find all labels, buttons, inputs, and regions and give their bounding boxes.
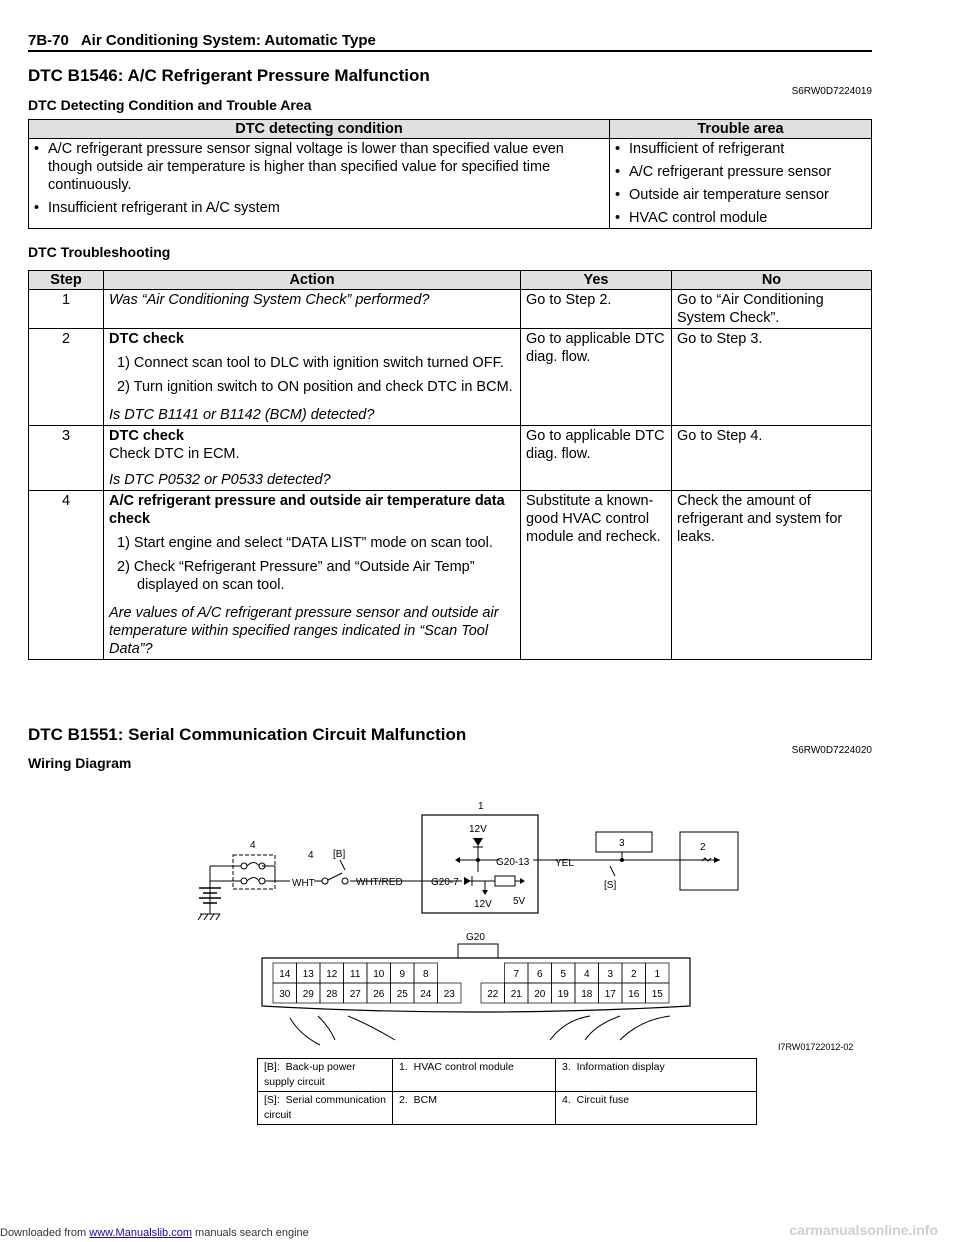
- detecting-condition-table: [28, 119, 872, 229]
- legend-cell: [556, 1059, 757, 1092]
- resistor-icon: [495, 876, 515, 886]
- legend-cell: [393, 1092, 556, 1125]
- step-no: Check the amount of refrigerant and system for leaks.: [672, 491, 872, 660]
- legend-key: 1.: [399, 1061, 408, 1073]
- label-1: 1: [478, 801, 484, 812]
- page-header: [28, 32, 376, 49]
- pin-label: 28: [326, 989, 338, 1000]
- step-yes: Substitute a known-good HVAC control module and recheck.: [521, 491, 672, 660]
- troubleshooting-table: [28, 270, 872, 660]
- step-no: Go to Step 3.: [672, 329, 872, 426]
- header-rule: [28, 50, 872, 52]
- legend-key: 4.: [562, 1094, 571, 1106]
- wire-wht: WHT: [292, 878, 315, 889]
- step-heading: A/C refrigerant pressure and outside air temperature data check: [109, 493, 505, 527]
- step-no: Go to “Air Conditioning System Check”.: [672, 290, 872, 329]
- pin-label: 3: [607, 969, 614, 980]
- label-S: [S]: [604, 880, 617, 891]
- step-item: 1) Connect scan tool to DLC with ignition switch turned OFF.: [117, 355, 504, 371]
- v5: 5V: [513, 896, 526, 907]
- figure-id: I7RW01722012-02: [778, 1042, 854, 1052]
- pin-label: 10: [373, 969, 385, 980]
- page-section-title: Air Conditioning System: Automatic Type: [80, 32, 376, 49]
- col-no: No: [672, 271, 872, 290]
- col-step: Step: [29, 271, 104, 290]
- wiring-diagram-subtitle: Wiring Diagram: [28, 755, 132, 771]
- legend-text: Back-up power supply circuit: [264, 1061, 356, 1088]
- step-question: Was “Air Conditioning System Check” performed?: [104, 290, 521, 329]
- step-number: 1: [29, 290, 104, 329]
- col-trouble-area: Trouble area: [610, 120, 872, 139]
- pin-label: 8: [422, 969, 429, 980]
- condition-item: • A/C refrigerant pressure sensor signal voltage is lower than specified value even though outside air temperature is higher than specified value for specified time continuously.: [34, 140, 604, 194]
- detecting-condition-subtitle: DTC Detecting Condition and Trouble Area: [28, 97, 312, 113]
- step-action: [104, 426, 521, 491]
- label-2: 2: [700, 842, 706, 853]
- dtc-b1546-code: S6RW0D7224019: [791, 86, 872, 97]
- pin-label: 23: [443, 989, 455, 1000]
- legend-cell: [556, 1092, 757, 1125]
- legend-text: Circuit fuse: [576, 1094, 630, 1106]
- pin-label: 16: [628, 989, 640, 1000]
- label-B: [B]: [333, 849, 346, 860]
- legend-key: 2.: [399, 1094, 408, 1106]
- table-row: [29, 329, 872, 426]
- step-item: 2) Turn ignition switch to ON position and check DTC in BCM.: [117, 379, 513, 395]
- connector-pins: [273, 963, 669, 1003]
- step-text: Check DTC in ECM.: [109, 446, 240, 462]
- step-yes: Go to applicable DTC diag. flow.: [521, 329, 672, 426]
- wire-wht-red: WHT/RED: [356, 877, 403, 888]
- legend-key: [S]:: [264, 1094, 280, 1106]
- step-yes: Go to applicable DTC diag. flow.: [521, 426, 672, 491]
- label-4b: 4: [308, 850, 314, 861]
- pin-label: 9: [399, 969, 406, 980]
- pin-label: 12: [326, 969, 338, 980]
- step-heading: DTC check: [109, 331, 184, 347]
- v12-top: 12V: [469, 824, 487, 835]
- areas-cell: [610, 139, 872, 229]
- diode-icon: [473, 838, 483, 846]
- pin-label: 18: [581, 989, 593, 1000]
- pin-label: 6: [536, 969, 543, 980]
- pin-label: 7: [513, 969, 520, 980]
- manualslib-link[interactable]: www.Manualslib.com: [89, 1227, 192, 1239]
- col-yes: Yes: [521, 271, 672, 290]
- pin-label: 26: [373, 989, 385, 1000]
- legend-row: [258, 1059, 757, 1092]
- table-row: [29, 290, 872, 329]
- col-condition: DTC detecting condition: [29, 120, 610, 139]
- legend-row: [258, 1092, 757, 1125]
- diagram-legend: [257, 1058, 757, 1125]
- step-question: Are values of A/C refrigerant pressure sensor and outside air temperature within specified ranges indicated in “Scan Tool Data”?: [109, 605, 499, 657]
- legend-cell: [258, 1059, 393, 1092]
- legend-key: [B]:: [264, 1061, 280, 1073]
- pin-label: 13: [302, 969, 314, 980]
- pin-label: 29: [302, 989, 314, 1000]
- footer-prefix: Downloaded from: [0, 1227, 90, 1239]
- pin-label: 27: [349, 989, 361, 1000]
- area-item: • Insufficient of refrigerant: [615, 140, 866, 158]
- connector-g20: [262, 958, 690, 1012]
- term-g20-13: G20-13: [496, 857, 530, 868]
- table-row: [29, 426, 872, 491]
- pin-label: 25: [396, 989, 408, 1000]
- download-footer: [0, 1227, 309, 1239]
- pin-label: 22: [487, 989, 499, 1000]
- page-number: 7B-70: [28, 32, 69, 49]
- condition-item: • Insufficient refrigerant in A/C system: [34, 199, 604, 217]
- pin-label: 30: [279, 989, 291, 1000]
- area-item: • HVAC control module: [615, 209, 866, 227]
- pin-label: 14: [279, 969, 291, 980]
- fuse-box: [233, 855, 275, 889]
- pin-label: 5: [560, 969, 567, 980]
- connector-label: G20: [466, 932, 485, 943]
- dtc-b1546-title: DTC B1546: A/C Refrigerant Pressure Malfunction: [28, 66, 430, 85]
- step-action: [104, 491, 521, 660]
- dtc-b1551-code: S6RW0D7224020: [791, 745, 872, 756]
- legend-text: Information display: [576, 1061, 665, 1073]
- legend-cell: [393, 1059, 556, 1092]
- step-number: 3: [29, 426, 104, 491]
- term-g20-7: G20-7: [431, 877, 459, 888]
- dtc-b1551-title: DTC B1551: Serial Communication Circuit Malfunction: [28, 725, 467, 744]
- step-action: [104, 329, 521, 426]
- legend-text: Serial communication circuit: [264, 1094, 386, 1121]
- pin-label: 21: [510, 989, 522, 1000]
- area-item: • A/C refrigerant pressure sensor: [615, 163, 866, 181]
- step-item: 1) Start engine and select “DATA LIST” mode on scan tool.: [117, 535, 493, 551]
- legend-text: BCM: [413, 1094, 437, 1106]
- pin-label: 24: [420, 989, 432, 1000]
- legend-cell: [258, 1092, 393, 1125]
- col-action: Action: [104, 271, 521, 290]
- pin-label: 15: [651, 989, 663, 1000]
- pin-label: 1: [654, 969, 661, 980]
- step-number: 4: [29, 491, 104, 660]
- step-yes: Go to Step 2.: [521, 290, 672, 329]
- step-question: Is DTC P0532 or P0533 detected?: [109, 472, 331, 488]
- v12-bottom: 12V: [474, 899, 492, 910]
- step-no: Go to Step 4.: [672, 426, 872, 491]
- conditions-cell: [29, 139, 610, 229]
- bcm-box: [680, 832, 738, 890]
- table-row: [29, 491, 872, 660]
- watermark: carmanualsonline.info: [789, 1222, 938, 1238]
- pin-label: 2: [630, 969, 637, 980]
- wire-yel: YEL: [555, 858, 574, 869]
- step-number: 2: [29, 329, 104, 426]
- pin-label: 20: [534, 989, 546, 1000]
- troubleshooting-subtitle: DTC Troubleshooting: [28, 244, 171, 260]
- pin-label: 19: [557, 989, 569, 1000]
- wiring-diagram: [0, 780, 960, 1060]
- pin-label: 11: [350, 969, 361, 980]
- pin-label: 17: [604, 989, 616, 1000]
- step-question: Is DTC B1141 or B1142 (BCM) detected?: [109, 407, 375, 423]
- step-item: 2) Check “Refrigerant Pressure” and “Outside Air Temp” displayed on scan tool.: [117, 559, 475, 593]
- legend-key: 3.: [562, 1061, 571, 1073]
- footer-suffix: manuals search engine: [191, 1227, 309, 1239]
- label-3: 3: [619, 838, 625, 849]
- legend-text: HVAC control module: [413, 1061, 514, 1073]
- area-item: • Outside air temperature sensor: [615, 186, 866, 204]
- step-heading: DTC check: [109, 428, 184, 444]
- label-4a: 4: [250, 840, 256, 851]
- pin-label: 4: [583, 969, 590, 980]
